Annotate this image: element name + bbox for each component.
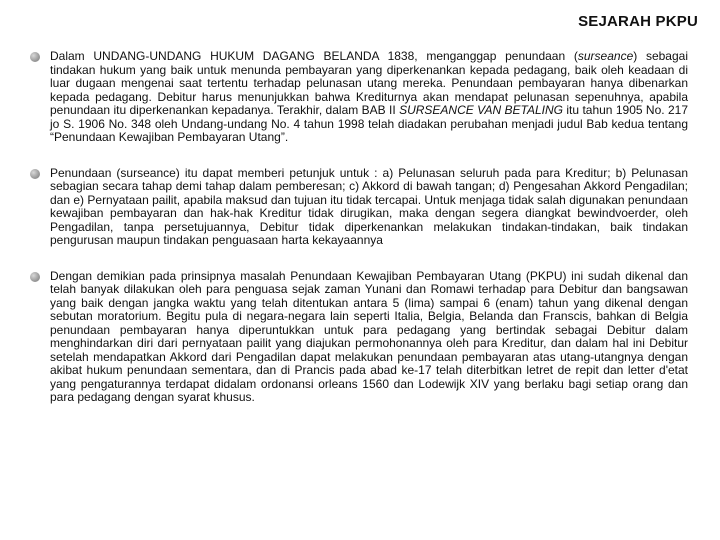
bullet-icon (30, 272, 40, 282)
bullet-icon (30, 52, 40, 62)
paragraph-text: Dalam UNDANG-UNDANG HUKUM DAGANG BELANDA 1838, menganggap penundaan ( (50, 49, 578, 63)
paragraph-text: ) sebagai tindakan hukum yang baik untuk menunda pembayaran yang diperkenankan kepada pedagang, baik oleh keadaan di luar dugaan mengenai saat tertentu terhadap pelunasan utang mereka. Penundaan pembayaran hanya dibenarkan kepada pedagang. Debitur harus menunjukkan bahwa Krediturnya akan mendapat pelunasan sepenuhnya, apabila penundaan itu diperkenankan kepadanya. Terakhir, dalam BAB II (50, 49, 688, 117)
slide-title: SEJARAH PKPU (578, 13, 698, 30)
italic-text: surseance (577, 49, 634, 63)
bullet-paragraph (30, 270, 688, 405)
bullet-icon (30, 169, 40, 179)
bullet-list (30, 50, 688, 427)
paragraph-text: Dengan demikian pada prinsipnya masalah Penundaan Kewajiban Pembayaran Utang (PKPU) ini sudah dikenal dan telah banyak dilakukan oleh para penguasa sejak zaman Yunani dan Romawi terhadap para Debitur dan bangsawan yang baik dengan jangka waktu yang telah ditentukan antara 5 (lima) sampai 6 (enam) tahun yang dikenal dengan sebutan moratorium. Begitu pula di negara-negara lain seperti Italia, Belgia, Belanda dan Franscis, bahkan di Belgia penundaan pembayaran hanya diperuntukkan untuk para pedagang yang bertindak sebagai Debitur dalam menghindarkan diri dari pernyataan pailit yang diajukan permohonannya oleh para Kreditur, dan dalam hal ini Debitur setelah mendapatkan Akkord dari Pengadilan dapat melakukan penundaan pembayaran atas utang-utangnya dengan akibat hukum penundaan sementara, dan di Prancis pada abad ke-17 telah diterbitkan letret de repit dan letter d'etat yang pengaturannya terdapat didalam ordonansi orleans 1560 dan Lodewijk XIV yang berlaku bagi setiap orang dan para pedagang dengan syarat khusus. (50, 268, 688, 404)
paragraph-text: itu tahun 1905 No. 217 jo S. 1906 No. 348 oleh Undang-undang No. 4 tahun 1998 telah diadakan perubahan menjadi judul Bab kedua tentang “Penundaan Kewajiban Pembayaran Utang”. (50, 103, 689, 144)
paragraph-text: Penundaan (surseance) itu dapat memberi petunjuk untuk : a) Pelunasan seluruh pada para Kreditur; b) Pelunasan sebagian secara tahap demi tahap dalam pemberesan; c) Akkord di bawah tangan; d) Pengesahan Akkord Pengadilan; dan e) Pernyataan pailit, apabila maksud dan tujuan itu tidak tercapai. Untuk menjaga tidak salah digunakan penundaan kewajiban pembayaran dan hak-hak Kreditur tidak dirugikan, maka dengan segera diangkat bewindvoerder, oleh Pengadilan, tanpa persetujuannya, Debitur tidak diperkenankan melakukan tindakan-tindakan, baik tindakan pengurusan maupun tindakan penguasaan harta kekayaannya (50, 165, 688, 247)
bullet-paragraph (30, 50, 688, 145)
bullet-paragraph (30, 167, 688, 248)
italic-text: SURSEANCE VAN BETALING (399, 103, 563, 117)
